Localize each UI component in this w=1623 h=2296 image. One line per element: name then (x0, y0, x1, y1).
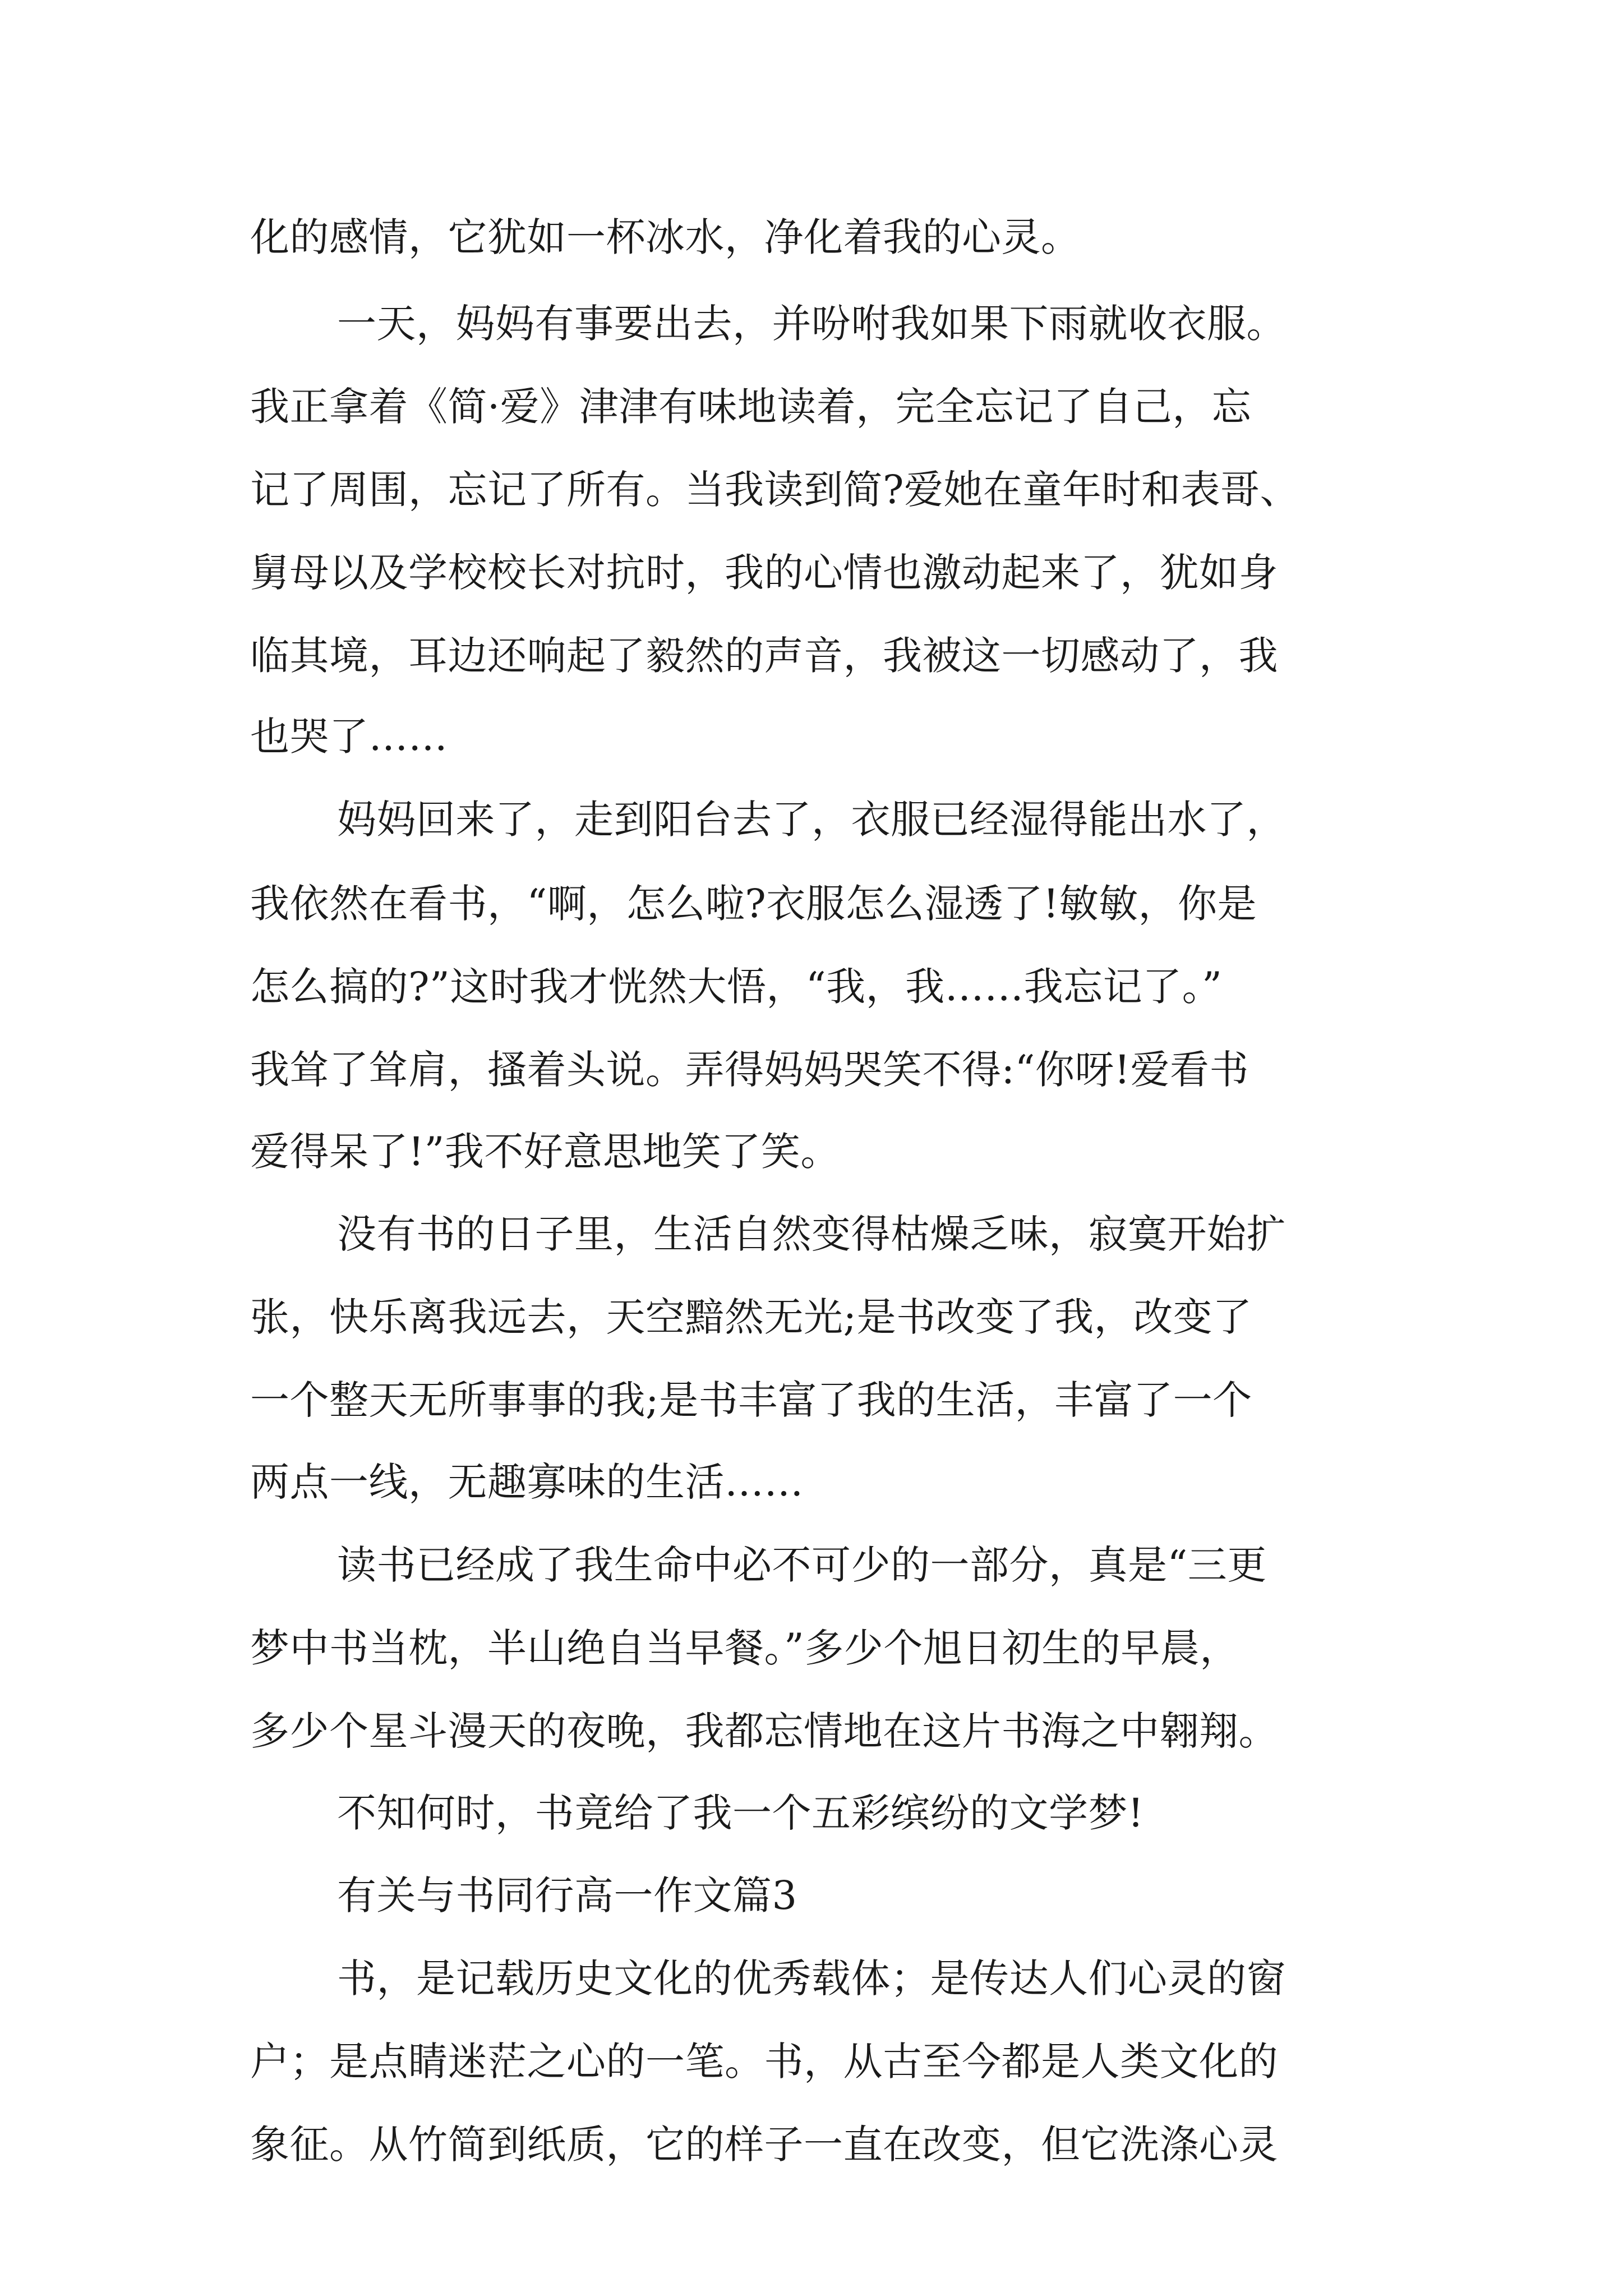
text-line: 记了周围，忘记了所有。当我读到简?爱她在童年时和表哥、 (250, 467, 1300, 513)
text-line: 张，快乐离我远去，天空黯然无光;是书改变了我，改变了 (250, 1294, 1252, 1340)
text-line: 怎么搞的?”这时我才恍然大悟，“我，我……我忘记了。” (250, 964, 1223, 1010)
paragraph-start: 妈妈回来了，走到阳台去了，衣服已经湿得能出水了， (337, 797, 1286, 843)
text-line: 我正拿着《简·爱》津津有味地读着，完全忘记了自己，忘 (250, 384, 1252, 430)
text-line: 也哭了…… (250, 714, 448, 760)
text-line: 我依然在看书，“啊，怎么啦?衣服怎么湿透了!敏敏，你是 (250, 881, 1257, 927)
text-line: 舅母以及学校校长对抗时，我的心情也激动起来了，犹如身 (250, 550, 1278, 596)
text-line: 一个整天无所事事的我;是书丰富了我的生活，丰富了一个 (250, 1377, 1252, 1423)
text-line: 我耸了耸肩，搔着头说。弄得妈妈哭笑不得:“你呀!爱看书 (250, 1047, 1249, 1093)
text-line: 户；是点睛迷茫之心的一笔。书，从古至今都是人类文化的 (250, 2039, 1278, 2085)
paragraph-start: 书，是记载历史文化的优秀载体；是传达人们心灵的窗 (337, 1955, 1286, 2001)
text-line: 梦中书当枕，半山绝自当早餐。”多少个旭日初生的早晨， (250, 1625, 1239, 1671)
paragraph-start: 一天，妈妈有事要出去，并吩咐我如果下雨就收衣服。 (337, 301, 1286, 347)
paragraph-start: 没有书的日子里，生活自然变得枯燥乏味，寂寞开始扩 (337, 1211, 1286, 1257)
text-line: 爱得呆了!”我不好意思地笑了笑。 (250, 1129, 840, 1175)
text-line: 多少个星斗漫天的夜晚，我都忘情地在这片书海之中翱翔。 (250, 1708, 1278, 1754)
paragraph-start: 不知何时，书竟给了我一个五彩缤纷的文学梦! (337, 1790, 1144, 1836)
text-line: 两点一线，无趣寡味的生活…… (250, 1459, 804, 1505)
text-line: 象征。从竹简到纸质，它的样子一直在改变，但它洗涤心灵 (250, 2122, 1278, 2168)
text-line: 临其境，耳边还响起了毅然的声音，我被这一切感动了，我 (250, 633, 1278, 679)
paragraph-start: 读书已经成了我生命中必不可少的一部分，真是“三更 (337, 1542, 1267, 1588)
section-heading: 有关与书同行高一作文篇3 (337, 1872, 797, 1918)
text-line: 化的感情，它犹如一杯冰水，净化着我的心灵。 (250, 214, 1081, 260)
